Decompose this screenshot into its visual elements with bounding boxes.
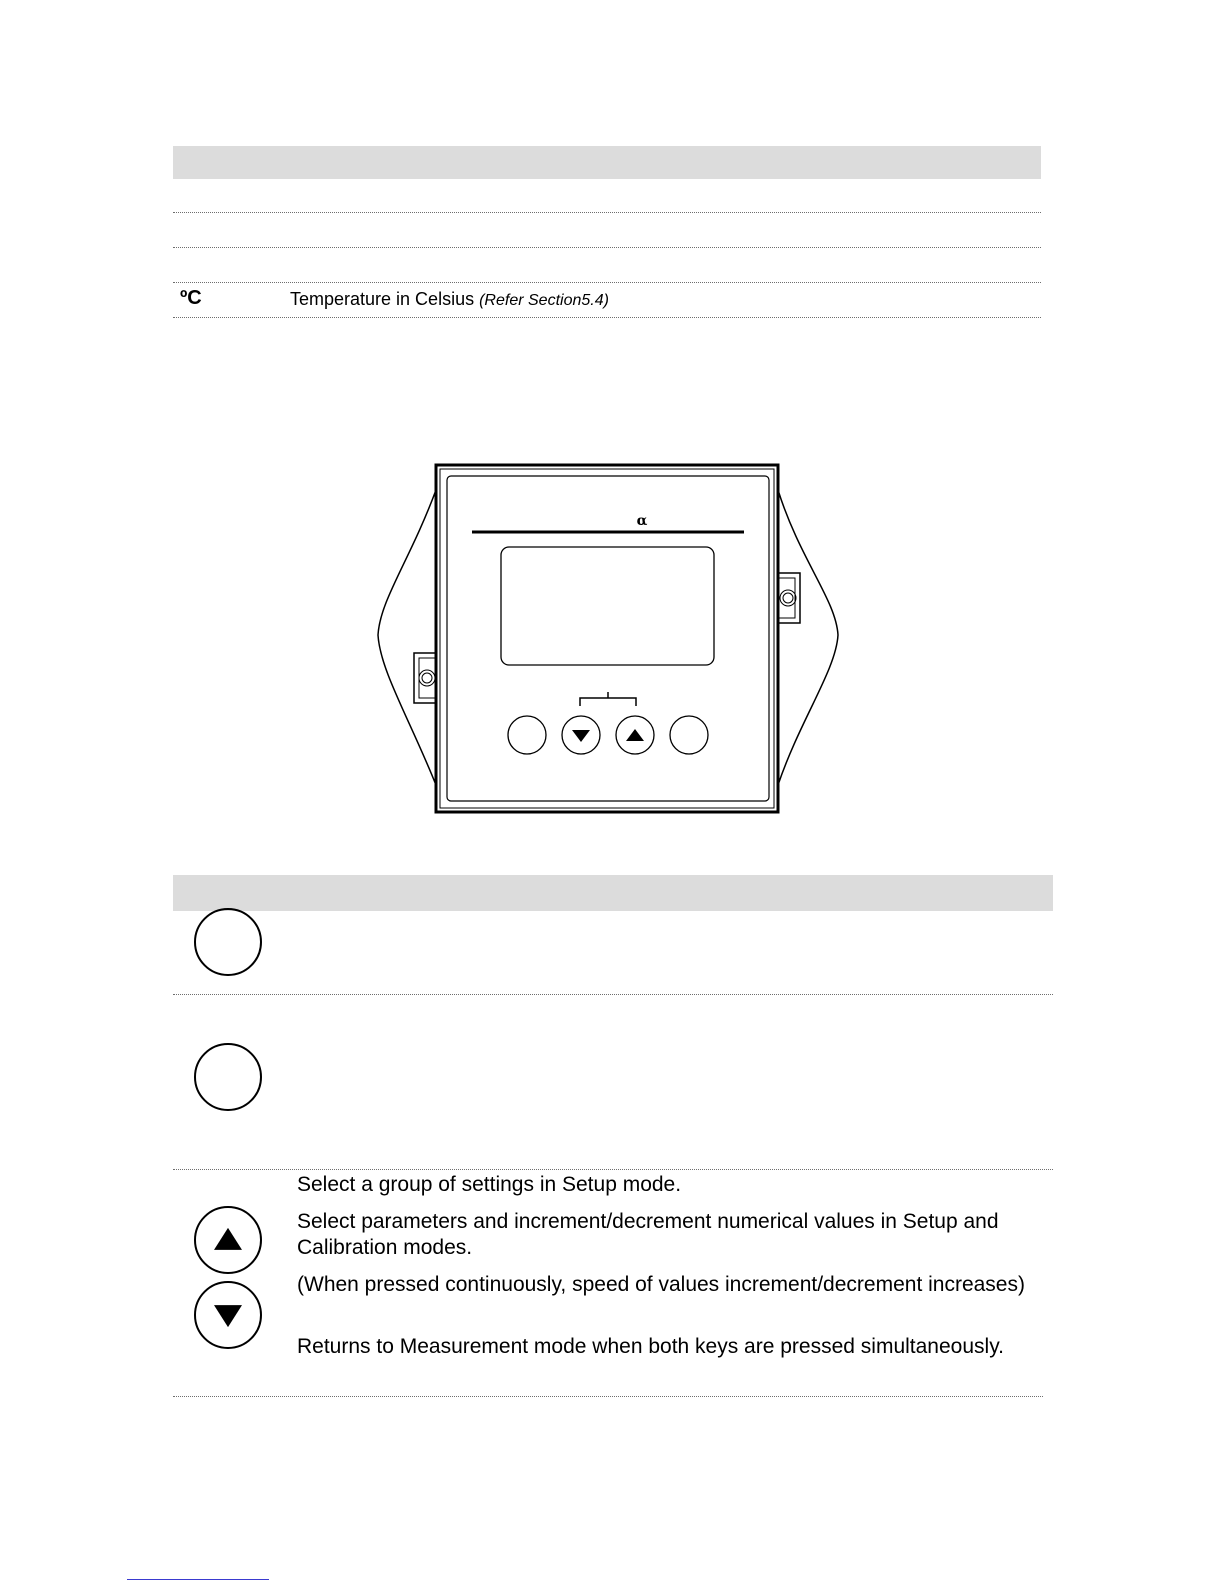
arrow-keys-line-2: Select parameters and increment/decrement numerical values in Setup and Calibration modes. bbox=[297, 1210, 999, 1259]
key-1-icon bbox=[194, 908, 262, 976]
arrow-keys-line-1: Select a group of settings in Setup mode. bbox=[297, 1173, 682, 1196]
key-2-icon bbox=[194, 1043, 262, 1111]
table-divider bbox=[173, 994, 1053, 995]
table-divider bbox=[173, 282, 1041, 283]
celsius-description bbox=[290, 289, 609, 310]
units-table-header bbox=[173, 146, 1041, 179]
table-divider bbox=[173, 317, 1041, 318]
device-front-panel-figure bbox=[370, 460, 850, 830]
left-mounting-clip bbox=[414, 653, 436, 703]
right-mounting-clip bbox=[778, 573, 800, 623]
celsius-description-text: Temperature in Celsius bbox=[290, 289, 475, 309]
table-divider bbox=[173, 1396, 1043, 1397]
table-divider bbox=[173, 247, 1041, 248]
right-side-contour bbox=[778, 490, 838, 785]
panel-key-4 bbox=[670, 716, 708, 754]
left-side-contour bbox=[378, 490, 436, 785]
celsius-reference: (Refer Section5.4) bbox=[479, 292, 609, 309]
footer-link-underline bbox=[127, 1579, 269, 1580]
brand-alpha-mark: α bbox=[636, 513, 648, 529]
lcd-window bbox=[501, 547, 714, 665]
keys-table-header bbox=[173, 875, 1053, 911]
arrow-keys-line-3: (When pressed continuously, speed of values increment/decrement increases) bbox=[297, 1273, 1025, 1296]
table-divider bbox=[173, 1169, 1053, 1170]
up-arrow-icon bbox=[194, 1206, 262, 1274]
arrow-keys-line-4: Returns to Measurement mode when both keys are pressed simultaneously. bbox=[297, 1335, 1004, 1358]
table-divider bbox=[173, 212, 1041, 213]
celsius-symbol: ºC bbox=[180, 287, 202, 309]
down-arrow-icon bbox=[194, 1281, 262, 1349]
panel-key-1 bbox=[508, 716, 546, 754]
